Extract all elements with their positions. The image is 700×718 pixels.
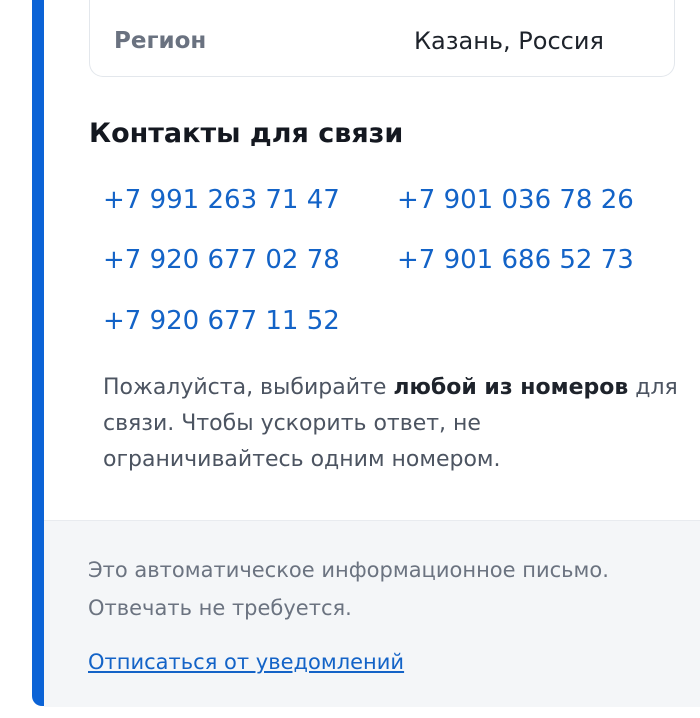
- phone-link[interactable]: +7 901 686 52 73: [397, 245, 634, 275]
- footer: [44, 520, 700, 707]
- region-label: Регион: [114, 28, 207, 54]
- accent-bar: [32, 0, 44, 706]
- unsubscribe-link[interactable]: Отписаться от уведомлений: [88, 650, 405, 674]
- note-text-end: для связи. Чтобы ускорить ответ, не ограничивайтесь одним номером.: [103, 375, 678, 472]
- phone-link[interactable]: +7 991 263 71 47: [103, 185, 340, 215]
- note-text: Пожалуйста, выбирайте: [103, 375, 394, 400]
- contacts-title: Контакты для связи: [89, 118, 404, 149]
- contact-note: [103, 370, 683, 478]
- region-row: [89, 0, 675, 77]
- no-reply-line: Отвечать не требуется.: [88, 596, 352, 620]
- region-value: Казань, Россия: [414, 27, 604, 55]
- phone-link[interactable]: +7 901 036 78 26: [397, 185, 634, 215]
- footer-text: [88, 551, 668, 627]
- auto-message-line: Это автоматическое информационное письмо.: [88, 558, 609, 582]
- note-emphasis: любой из номеров: [393, 375, 629, 400]
- phone-link[interactable]: +7 920 677 02 78: [103, 245, 340, 275]
- phone-link[interactable]: +7 920 677 11 52: [103, 306, 340, 336]
